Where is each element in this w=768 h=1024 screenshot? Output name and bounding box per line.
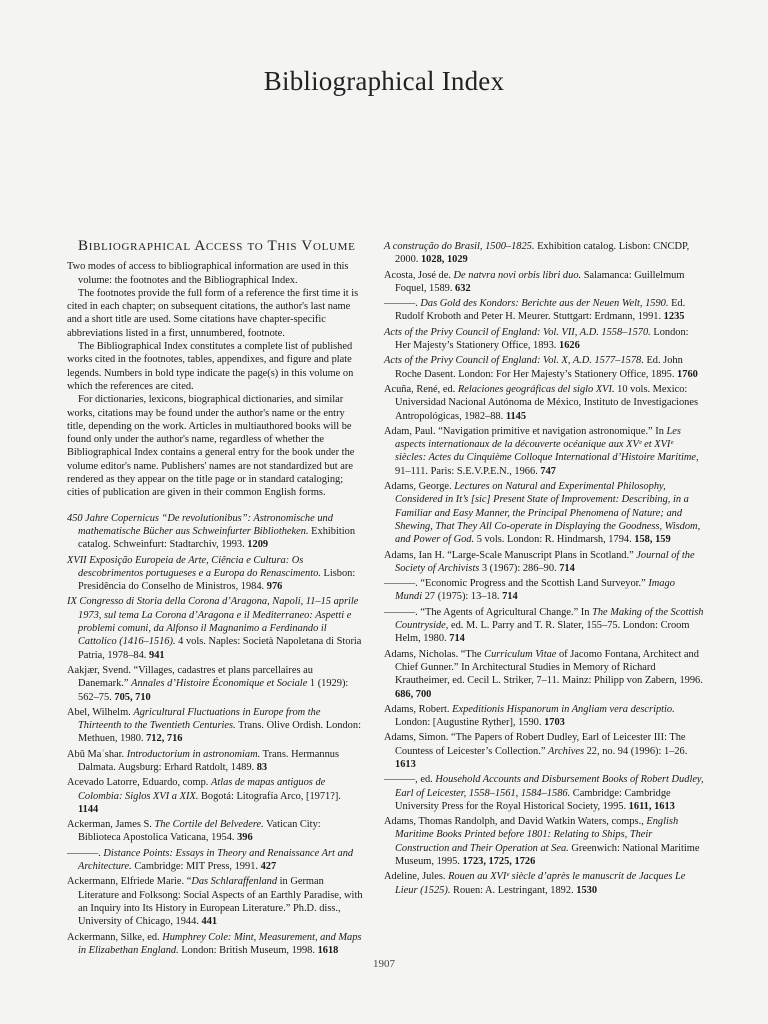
entry-pages: 1144 — [78, 803, 99, 815]
entry-text: Adams, Robert. — [384, 703, 453, 715]
entry-text: of Jacomo Fontana, Architect and Chief Gunner.” In Architectural Studies in Memory of Richard Krautheimer, ed. Cecil L. Striker, 7–11. Mainz: Philipp von Zabern, 1996. — [395, 648, 703, 687]
entry-text: Bogotá: Litografía Arco, [1971?]. — [198, 790, 341, 802]
entry-text: Adams, Nicholas. “The — [384, 648, 485, 660]
entry-text: Ackermann, Elfriede Marie. “ — [67, 876, 192, 888]
entry-text: Trans. Olive Ordish. London: Methuen, 1980. — [78, 720, 361, 745]
entry-pages: 1028, 1029 — [420, 254, 468, 266]
entry-title: Archives — [548, 745, 585, 757]
entry-title: 450 Jahre Copernicus “De revolutionibus”: Astronomische und mathematische Bücher aus Schweinfurter Bibliotheken. — [67, 512, 333, 537]
entry-title: Curriculum Vitae — [484, 648, 557, 660]
entry-text: London: [Augustine Ryther], 1590. — [395, 717, 545, 729]
entry-title: Das Schlaraffenland — [191, 876, 278, 888]
bib-entry — [384, 731, 704, 771]
entry-title: Das Gold des Kondors: Berichte aus der Neuen Welt, 1590. — [420, 298, 669, 310]
entry-title: The Making of the Scottish Countryside, — [395, 606, 704, 632]
entry-text: 4 vols. Naples: Società Napoletana di Storia Patria, 1978–84. — [78, 636, 362, 661]
entry-text: Salamanca: Guillelmum Foquel, 1589. — [395, 269, 685, 294]
entry-text: Exhibition catalog. Lisbon: CNCDP, 2000. — [395, 241, 690, 266]
entry-title: De natvra novi orbis libri duo. — [453, 269, 582, 281]
entry-pages: 441 — [201, 916, 218, 928]
entry-pages: 158, 159 — [634, 534, 671, 546]
entry-text: 91–111. Paris: S.E.V.P.E.N., 1966. — [395, 465, 541, 477]
intro-paragraph: The footnotes provide the full form of a reference the first time it is cited in each chapter; on subsequent citations, the author's last name and a short title are used. Some citations have chapter-specific abbreviations listed in a first, unnumbered, footnote. — [67, 287, 359, 339]
intro-paragraph: Two modes of access to bibliographical information are used in this volume: the footnotes and the Bibliographical Index. — [67, 261, 349, 286]
right-column — [384, 240, 704, 899]
bib-entry — [384, 815, 704, 868]
entry-text: 5 vols. London: R. Hindmarsh, 1794. — [474, 534, 635, 546]
bib-entry — [384, 703, 704, 730]
entry-text: Trans. Hermannus Dalmata. Augsburg: Erhard Ratdolt, 1489. — [78, 748, 339, 773]
entry-title: Introductorium in astronomiam. — [126, 748, 261, 760]
left-entry-list — [67, 512, 363, 958]
entry-text: Ackerman, James S. — [67, 819, 155, 831]
entry-text: ed. M. L. Parry and T. R. Slater, 155–75. London: Croom Helm, 1980. — [395, 620, 690, 645]
bib-entry — [384, 383, 704, 423]
entry-text: Greenwich: National Maritime Museum, 1995. — [395, 842, 700, 868]
entry-text: 3 (1967): 286–90. — [479, 562, 560, 574]
entry-pages: 714 — [449, 633, 465, 645]
bib-entry — [67, 748, 363, 775]
bib-entry — [384, 240, 704, 267]
intro-paragraph: The Bibliographical Index constitutes a complete list of published works cited in the footnotes, tables, appendixes, and figure and plate legends. Numbers in bold type indicate the page(s) in this volume on which the references are cited. — [67, 341, 354, 392]
entry-title: Acts of the Privy Council of England: Vol. VII, A.D. 1558–1570. — [384, 326, 651, 338]
entry-pages: 714 — [559, 562, 575, 574]
bib-entry — [384, 480, 704, 546]
page-title: Bibliographical Index — [263, 66, 505, 96]
page-number: 1907 — [373, 958, 395, 970]
bib-entry — [67, 818, 363, 845]
entry-pages: 747 — [540, 465, 556, 477]
entry-text: Vatican City: Biblioteca Apostolica Vaticana, 1954. — [78, 819, 321, 844]
bib-entry — [67, 595, 363, 661]
bib-entry — [384, 425, 704, 478]
entry-text: Abel, Wilhelm. — [67, 706, 134, 718]
bib-entry — [67, 931, 363, 958]
entry-pages: 1723, 1725, 1726 — [462, 856, 536, 868]
intro-paragraph: For dictionaries, lexicons, biographical dictionaries, and similar works, citations may be found under the author's name or the entry title, depending on the work. Articles in multiauthored books will be found only under the author's name, regardless of whether the Bibliographical Index contains a general entry for the book under the volume editor's name. Publishers' names are not standardized but are rendered as they appear on the title page or in standard cataloging; cities of publication are given in their common English forms. — [67, 394, 355, 499]
bib-entry — [384, 773, 704, 813]
entry-text: Ed. Rudolf Kroboth and Peter H. Meurer. Stuttgart: Erdmann, 1991. — [395, 298, 686, 323]
entry-text: ———. — [67, 847, 104, 859]
bib-entry — [384, 606, 704, 646]
entry-text: ———. — [384, 298, 421, 310]
entry-title: A construção do Brasil, 1500–1825. — [384, 241, 535, 252]
section-heading: Bibliographical Access to This Volume — [78, 238, 356, 254]
entry-pages: 712, 716 — [146, 733, 183, 745]
entry-pages: 941 — [149, 649, 165, 661]
entry-pages: 1145 — [505, 410, 527, 422]
bib-entry — [384, 354, 704, 381]
entry-pages: 976 — [266, 581, 283, 593]
entry-text: Lisbon: Presidência do Conselho de Ministros, 1984. — [78, 567, 356, 593]
entry-text: 22, no. 94 (1996): 1–26. — [584, 745, 688, 757]
entry-pages: 1611, 1613 — [628, 800, 675, 812]
entry-title: Expeditionis Hispanorum in Angliam vera descriptio. — [452, 703, 675, 715]
entry-title: Agricultural Fluctuations in Europe from the Thirteenth to the Twentieth Centuries. — [78, 706, 321, 732]
entry-text: ———. “Economic Progress and the Scottish Land Surveyor.” — [384, 578, 649, 590]
entry-text: ———, ed. — [384, 774, 436, 786]
bib-entry — [67, 664, 363, 704]
entry-pages: 396 — [237, 832, 253, 844]
entry-title: English Maritime Books Printed before 1801: Relating to Ships, Their Construction and Their Operation at Sea. — [395, 816, 679, 854]
entry-pages: 686, 700 — [395, 688, 432, 700]
entry-pages: 1626 — [559, 340, 580, 352]
bib-entry — [67, 512, 363, 552]
entry-title: Distance Points: Essays in Theory and Renaissance Art and Architecture. — [78, 847, 354, 873]
entry-title: Atlas de mapas antiguos de Colombia: Siglos XVI a XIX. — [78, 777, 326, 802]
bib-entry — [384, 297, 704, 324]
entry-pages: 1703 — [544, 717, 565, 729]
entry-pages: 632 — [455, 282, 471, 294]
entry-title: Annales d’Histoire Économique et Sociale — [131, 678, 308, 690]
entry-pages: 705, 710 — [114, 691, 151, 703]
entry-text: London: Her Majesty’s Stationery Office, 1893. — [395, 326, 689, 352]
bib-entry — [384, 870, 704, 897]
bib-entry — [67, 554, 363, 594]
entry-title: Acts of the Privy Council of England: Vol. X, A.D. 1577–1578. — [384, 355, 644, 367]
entry-text: Adams, Simon. “The Papers of Robert Dudley, Earl of Leicester III: The Countess of Leicester’s Collection.” — [384, 732, 686, 757]
bib-entry — [67, 776, 363, 816]
entry-pages: 1235 — [663, 311, 685, 323]
entry-text: Rouen: A. Lestringant, 1892. — [450, 884, 577, 896]
entry-title: IX Congresso di Storia della Corona d’Aragona, Napoli, 11–15 aprile 1973, sul tema La Corona d’Aragona e il Mediterraneo: Aspetti e problemi comuni, da Alfonso il Magnanimo a Ferdinando il Cattolico (1416–1516). — [67, 596, 359, 648]
entry-title: Lectures on Natural and Experimental Philosophy, Considered in It’s [sic] Present State of Improvement: Describing, in a Familiar and Easy Manner, the Principal Phenomena of Nature; and Shewing, That They All Co-operate in Displaying the Goodness, Wisdom, and Power of God. — [395, 481, 701, 546]
entry-text: Acosta, José de. — [384, 269, 454, 281]
entry-text: 1 (1929): 562–75. — [78, 678, 349, 703]
entry-text: Adams, George. — [384, 481, 455, 493]
entry-pages: 1618 — [317, 944, 339, 956]
entry-title: Journal of the Society of Archivists — [395, 549, 695, 574]
entry-text: Abū Maʿshar. — [67, 748, 127, 760]
entry-text: 10 vols. Mexico: Universidad Nacional Autónoma de México, Instituto de Investigaciones Antropológicas, 1982–88. — [395, 383, 698, 422]
entry-text: ———. “The Agents of Agricultural Change.” In — [384, 606, 593, 618]
bib-entry — [384, 577, 704, 604]
entry-text: London: British Museum, 1998. — [178, 944, 318, 956]
entry-text: Cambridge: Cambridge University Press for the Royal Historical Society, 1995. — [395, 787, 671, 812]
entry-title: Les aspects internationaux de la découverte océanique aux XVᵉ et XVIᵉ siècles: Actes du Cinquième Colloque International d’Histoire Maritime, — [395, 425, 699, 464]
bib-entry — [384, 648, 704, 701]
entry-text: Adam, Paul. “Navigation primitive et navigation astronomique.” In — [384, 425, 667, 437]
bib-entry — [67, 847, 363, 874]
entry-text: Adeline, Jules. — [384, 871, 449, 883]
entry-pages: 83 — [256, 761, 268, 773]
entry-text: Adams, Thomas Randolph, and David Watkin Waters, comps., — [384, 816, 647, 828]
entry-text: Exhibition catalog. Schweinfurt: Stadtarchiv, 1993. — [78, 525, 356, 551]
entry-title: The Cortile del Belvedere. — [154, 819, 264, 831]
entry-text: Ed. John Roche Dasent. London: For Her Majesty’s Stationery Office, 1895. — [395, 355, 683, 380]
entry-pages: 1209 — [247, 539, 269, 551]
bib-entry — [384, 269, 704, 296]
entry-text: Cambridge: MIT Press, 1991. — [131, 861, 261, 873]
left-column — [67, 240, 363, 959]
bib-entry — [384, 326, 704, 353]
entry-text: 27 (1975): 13–18. — [422, 591, 503, 603]
bib-entry — [67, 875, 363, 928]
entry-title: Humphrey Cole: Mint, Measurement, and Maps in Elizabethan England. — [78, 931, 362, 956]
entry-title: Rouen au XVIᵉ siècle d’après le manuscrit de Jacques Le Lieur (1525). — [395, 871, 686, 896]
entry-pages: 1530 — [576, 884, 598, 896]
entry-pages: 427 — [260, 861, 277, 873]
bib-entry — [67, 706, 363, 746]
entry-pages: 1613 — [395, 758, 416, 770]
entry-title: Relaciones geográficas del siglo XVI. — [457, 383, 615, 395]
bib-entry — [384, 549, 704, 576]
entry-title: Household Accounts and Disbursement Books of Robert Dudley, Earl of Leicester, 1558–1561, 1584–1586. — [395, 774, 704, 799]
entry-text: in German Literature and Folksong: Social Aspects of an Earthly Paradise, with an Inquiry into Its History in European Literature.” Ph.D. diss., University of Chicago, 1944. — [78, 876, 363, 928]
right-entry-list — [384, 240, 704, 897]
entry-text: Acevado Latorre, Eduardo, comp. — [67, 777, 211, 789]
entry-text: Acuña, René, ed. — [384, 383, 458, 395]
entry-title: XVII Exposição Europeia de Arte, Ciência e Cultura: Os descobrimentos portugueses e a Europa do Renascimento. — [67, 554, 321, 579]
spacer — [67, 500, 363, 512]
entry-pages: 1760 — [677, 368, 698, 380]
entry-text: Adams, Ian H. “Large-Scale Manuscript Plans in Scotland.” — [384, 549, 637, 561]
entry-text: Aakjær, Svend. “Villages, cadastres et plans parcellaires au Danemark.” — [67, 664, 313, 690]
entry-text: Ackermann, Silke, ed. — [67, 931, 163, 943]
entry-title: Imago Mundi — [395, 578, 675, 603]
entry-pages: 714 — [502, 591, 518, 603]
